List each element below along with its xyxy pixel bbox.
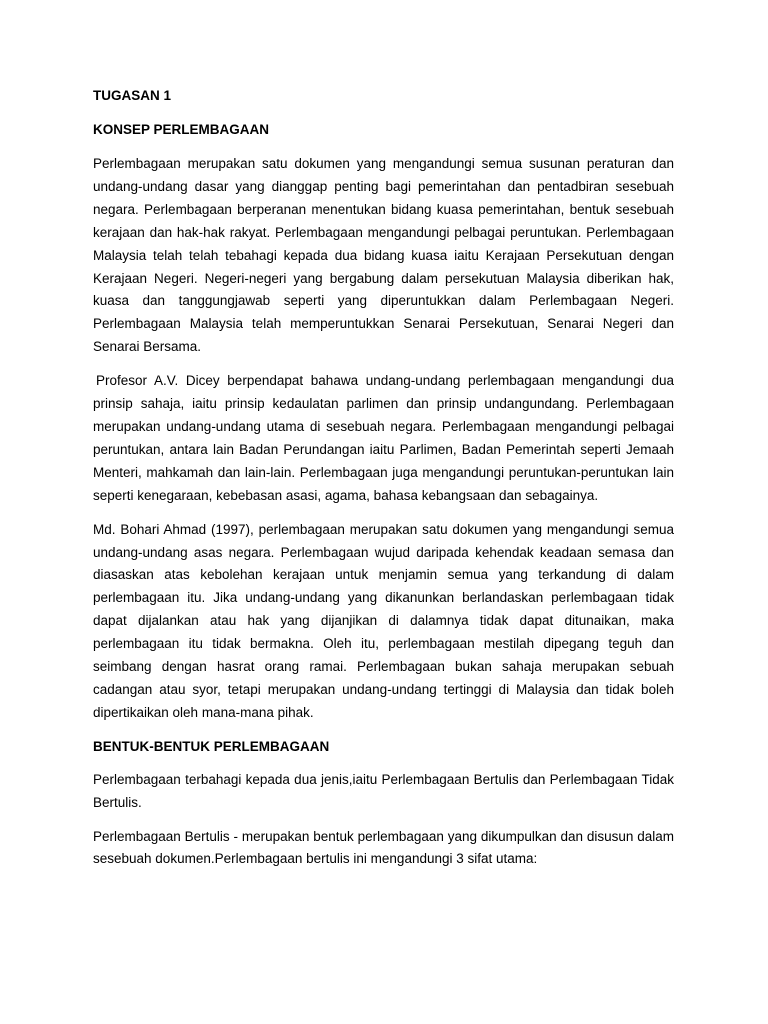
assignment-title: TUGASAN 1	[93, 88, 172, 103]
document-page	[93, 86, 674, 882]
section-heading-konsep: KONSEP PERLEMBAGAAN	[93, 122, 270, 137]
section-heading-bentuk: BENTUK-BENTUK PERLEMBAGAAN	[93, 738, 330, 754]
paragraph-definition: Perlembagaan merupakan satu dokumen yang mengandungi semua susunan peraturan dan undang-undang dasar yang dianggap penting bagi pemerintahan dan pentadbiran sesebuah negara. Perlembagaan berperanan menentukan bidang kuasa pemerintahan, bentuk sesebuah kerajaan dan hak-hak rakyat. Perlembagaan mengandungi pelbagai peruntukan. Perlembagaan Malaysia telah telah tebahagi kepada dua bidang kuasa iaitu Kerajaan Persekutuan dengan Kerajaan Negeri. Negeri-negeri yang bergabung dalam persekutuan Malaysia diberikan hak, kuasa dan tanggungjawab seperti yang diperuntukkan dalam Perlembagaan Negeri. Perlembagaan Malaysia telah memperuntukkan Senarai Persekutuan, Senarai Negeri dan Senarai Bersama.	[93, 156, 674, 355]
paragraph-types: Perlembagaan terbahagi kepada dua jenis,iaitu Perlembagaan Bertulis dan Perlembagaan Tidak Bertulis.	[93, 771, 674, 810]
paragraph-bohari: Md. Bohari Ahmad (1997), perlembagaan merupakan satu dokumen yang mengandungi semua undang-undang asas negara. Perlembagaan wujud daripada kehendak keadaan semasa dan diasaskan atas kebolehan kerajaan untuk menjamin semua yang terkandung di dalam perlembagaan itu. Jika undang-undang yang dikanunkan berlandaskan perlembagaan tidak dapat dijalankan atau hak yang dijanjikan di dalamnya tidak dapat ditunaikan, maka perlembagaan itu tidak bermakna. Oleh itu, perlembagaan mestilah dipegang teguh dan seimbang dengan hasrat orang ramai. Perlembagaan bukan sahaja merupakan sebuah cadangan atau syor, tetapi merupakan undang-undang tertinggi di Malaysia dan tidak boleh dipertikaikan oleh mana-mana pihak.	[93, 521, 674, 720]
paragraph-written: Perlembagaan Bertulis - merupakan bentuk perlembagaan yang dikumpulkan dan disusun dalam sesebuah dokumen.Perlembagaan bertulis ini mengandungi 3 sifat utama:	[93, 828, 674, 867]
paragraph-dicey: Profesor A.V. Dicey berpendapat bahawa undang-undang perlembagaan mengandungi dua prinsip sahaja, iaitu prinsip kedaulatan parlimen dan prinsip undangundang. Perlembagaan merupakan undang-undang utama di sesebuah negara. Perlembagaan mengandungi pelbagai peruntukan, antara lain Badan Perundangan iaitu Parlimen, Badan Pemerintah seperti Jemaah Menteri, mahkamah dan lain-lain. Perlembagaan juga mengandungi peruntukan-peruntukan lain seperti kenegaraan, kebebasan asasi, agama, bahasa kebangsaan dan sebagainya.	[93, 373, 674, 503]
